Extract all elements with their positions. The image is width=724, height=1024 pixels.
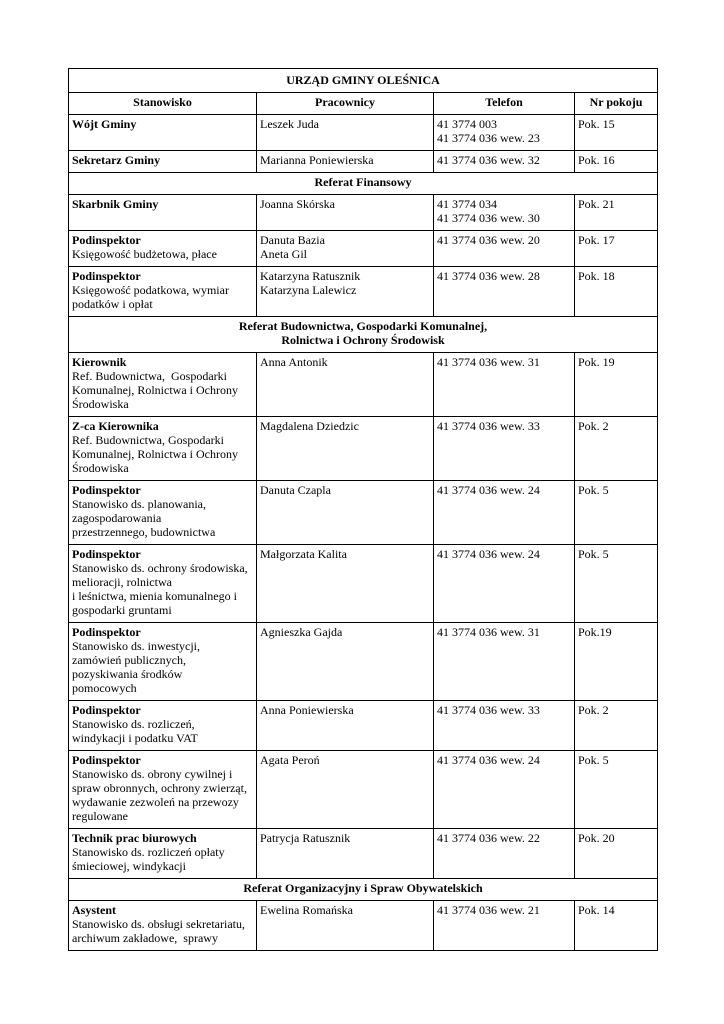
table-row	[69, 901, 658, 951]
position-description: Stanowisko ds. ochrony środowiska, melioracji, rolnictwa i leśnictwa, mienia komunalnego i gospodarki gruntami	[72, 561, 248, 617]
position-description: Stanowisko ds. rozliczeń, windykacji i podatku VAT	[72, 717, 198, 745]
section-heading: Referat Budownictwa, Gospodarki Komunalnej, Rolnictwa i Ochrony Środowisk	[69, 317, 658, 353]
phone-cell	[434, 115, 575, 151]
staff-cell	[257, 481, 434, 545]
section-row	[69, 317, 658, 353]
room-cell	[575, 545, 658, 623]
room-number: Pok. 2	[578, 419, 609, 433]
room-cell	[575, 151, 658, 173]
column-header-room: Nr pokoju	[575, 93, 658, 115]
room-cell	[575, 417, 658, 481]
position-title: Wójt Gminy	[72, 117, 137, 131]
phone-cell	[434, 417, 575, 481]
position-title: Podinspektor	[72, 483, 141, 497]
staff-name: Małgorzata Kalita	[260, 547, 347, 561]
phone-number: 41 3774 036 wew. 21	[437, 903, 540, 917]
table-row	[69, 623, 658, 701]
section-row	[69, 879, 658, 901]
position-title: Podinspektor	[72, 753, 141, 767]
section-heading: Referat Organizacyjny i Spraw Obywatelskich	[69, 879, 658, 901]
staff-cell	[257, 353, 434, 417]
phone-number: 41 3774 036 wew. 28	[437, 269, 540, 283]
table-row	[69, 231, 658, 267]
position-title: Z-ca Kierownika	[72, 419, 159, 433]
staff-cell	[257, 701, 434, 751]
room-number: Pok. 5	[578, 547, 609, 561]
position-title: Asystent	[72, 903, 116, 917]
staff-name: Ewelina Romańska	[260, 903, 353, 917]
phone-number: 41 3774 036 wew. 24	[437, 547, 540, 561]
room-cell	[575, 623, 658, 701]
position-cell	[69, 901, 257, 951]
table-row	[69, 195, 658, 231]
staff-cell	[257, 545, 434, 623]
staff-cell	[257, 751, 434, 829]
header-row	[69, 93, 658, 115]
room-cell	[575, 751, 658, 829]
room-number: Pok. 17	[578, 233, 615, 247]
table-row	[69, 353, 658, 417]
position-cell	[69, 115, 257, 151]
phone-number: 41 3774 036 wew. 20	[437, 233, 540, 247]
phone-cell	[434, 195, 575, 231]
position-title: Kierownik	[72, 355, 127, 369]
staff-name: Danuta Czapla	[260, 483, 331, 497]
staff-name: Marianna Poniewierska	[260, 153, 374, 167]
room-number: Pok. 20	[578, 831, 615, 845]
room-cell	[575, 481, 658, 545]
position-description: Stanowisko ds. rozliczeń opłaty śmieciowej, windykacji	[72, 845, 225, 873]
room-number: Pok. 14	[578, 903, 615, 917]
staff-name: Leszek Juda	[260, 117, 319, 131]
phone-cell	[434, 267, 575, 317]
room-number: Pok. 18	[578, 269, 615, 283]
position-cell	[69, 267, 257, 317]
phone-cell	[434, 751, 575, 829]
position-cell	[69, 829, 257, 879]
staff-name: Anna Antonik	[260, 355, 328, 369]
document-title: URZĄD GMINY OLEŚNICA	[69, 69, 658, 93]
position-description: Stanowisko ds. planowania, zagospodarowania przestrzennego, budownictwa	[72, 497, 216, 539]
room-cell	[575, 829, 658, 879]
table-row	[69, 751, 658, 829]
position-title: Podinspektor	[72, 269, 141, 283]
staff-cell	[257, 231, 434, 267]
staff-name: Danuta Bazia	[260, 233, 325, 247]
position-cell	[69, 195, 257, 231]
staff-cell	[257, 115, 434, 151]
staff-name: Magdalena Dziedzic	[260, 419, 359, 433]
phone-number: 41 3774 036 wew. 33	[437, 419, 540, 433]
position-cell	[69, 231, 257, 267]
phone-number: 41 3774 003	[437, 117, 497, 131]
column-header-phone: Telefon	[434, 93, 575, 115]
position-cell	[69, 151, 257, 173]
table-row	[69, 545, 658, 623]
room-cell	[575, 353, 658, 417]
phone-cell	[434, 481, 575, 545]
staff-name: Joanna Skórska	[260, 197, 335, 211]
phone-cell	[434, 545, 575, 623]
staff-name: Katarzyna Lalewicz	[260, 283, 357, 297]
position-cell	[69, 701, 257, 751]
phone-cell	[434, 623, 575, 701]
room-cell	[575, 901, 658, 951]
phone-number: 41 3774 036 wew. 33	[437, 703, 540, 717]
staff-cell	[257, 417, 434, 481]
phone-number: 41 3774 036 wew. 24	[437, 753, 540, 767]
table-row	[69, 829, 658, 879]
column-header-staff: Pracownicy	[257, 93, 434, 115]
position-cell	[69, 751, 257, 829]
phone-number: 41 3774 036 wew. 24	[437, 483, 540, 497]
phone-number: 41 3774 036 wew. 31	[437, 355, 540, 369]
position-title: Podinspektor	[72, 625, 141, 639]
section-row	[69, 173, 658, 195]
table-row	[69, 481, 658, 545]
staff-cell	[257, 829, 434, 879]
position-title: Podinspektor	[72, 233, 141, 247]
phone-cell	[434, 901, 575, 951]
room-number: Pok. 5	[578, 753, 609, 767]
column-header-position: Stanowisko	[69, 93, 257, 115]
room-number: Pok. 2	[578, 703, 609, 717]
position-description: Stanowisko ds. obsługi sekretariatu, archiwum zakładowe, sprawy	[72, 917, 245, 945]
room-cell	[575, 231, 658, 267]
position-title: Technik prac biurowych	[72, 831, 197, 845]
staff-cell	[257, 195, 434, 231]
title-row	[69, 69, 658, 93]
phone-cell	[434, 231, 575, 267]
position-description: Stanowisko ds. obrony cywilnej i spraw obronnych, ochrony zwierząt, wydawanie zezwoleń na przewozy regulowane	[72, 767, 247, 823]
phone-number: 41 3774 036 wew. 23	[437, 131, 540, 145]
room-number: Pok. 5	[578, 483, 609, 497]
staff-name: Agnieszka Gajda	[260, 625, 343, 639]
section-heading: Referat Finansowy	[69, 173, 658, 195]
room-number: Pok. 19	[578, 355, 615, 369]
table-row	[69, 267, 658, 317]
room-number: Pok. 16	[578, 153, 615, 167]
phone-cell	[434, 353, 575, 417]
phone-number: 41 3774 036 wew. 32	[437, 153, 540, 167]
phone-number: 41 3774 036 wew. 31	[437, 625, 540, 639]
staff-name: Aneta Gil	[260, 247, 307, 261]
position-cell	[69, 481, 257, 545]
table-row	[69, 115, 658, 151]
phone-cell	[434, 701, 575, 751]
staff-cell	[257, 151, 434, 173]
table-row	[69, 417, 658, 481]
position-description: Księgowość podatkowa, wymiar podatków i opłat	[72, 283, 229, 311]
staff-name: Katarzyna Ratusznik	[260, 269, 361, 283]
position-cell	[69, 545, 257, 623]
room-cell	[575, 115, 658, 151]
staff-cell	[257, 623, 434, 701]
position-cell	[69, 417, 257, 481]
staff-name: Anna Poniewierska	[260, 703, 354, 717]
position-title: Podinspektor	[72, 703, 141, 717]
staff-name: Agata Peroń	[260, 753, 320, 767]
staff-cell	[257, 901, 434, 951]
table-row	[69, 701, 658, 751]
room-number: Pok.19	[578, 625, 612, 639]
staff-cell	[257, 267, 434, 317]
room-number: Pok. 15	[578, 117, 615, 131]
phone-number: 41 3774 036 wew. 22	[437, 831, 540, 845]
position-title: Podinspektor	[72, 547, 141, 561]
position-cell	[69, 353, 257, 417]
room-number: Pok. 21	[578, 197, 615, 211]
position-description: Stanowisko ds. inwestycji, zamówień publicznych, pozyskiwania środków pomocowych	[72, 639, 200, 695]
phone-cell	[434, 151, 575, 173]
room-cell	[575, 195, 658, 231]
room-cell	[575, 701, 658, 751]
room-cell	[575, 267, 658, 317]
position-title: Skarbnik Gminy	[72, 197, 159, 211]
phone-number: 41 3774 034	[437, 197, 497, 211]
position-title: Sekretarz Gminy	[72, 153, 161, 167]
position-cell	[69, 623, 257, 701]
staff-name: Patrycja Ratusznik	[260, 831, 351, 845]
table-row	[69, 151, 658, 173]
position-description: Ref. Budownictwa, Gospodarki Komunalnej, Rolnictwa i Ochrony Środowiska	[72, 433, 238, 475]
phone-cell	[434, 829, 575, 879]
position-description: Ref. Budownictwa, Gospodarki Komunalnej, Rolnictwa i Ochrony Środowiska	[72, 369, 238, 411]
position-description: Księgowość budżetowa, płace	[72, 247, 217, 261]
phone-number: 41 3774 036 wew. 30	[437, 211, 540, 225]
staff-directory-table	[68, 68, 658, 951]
